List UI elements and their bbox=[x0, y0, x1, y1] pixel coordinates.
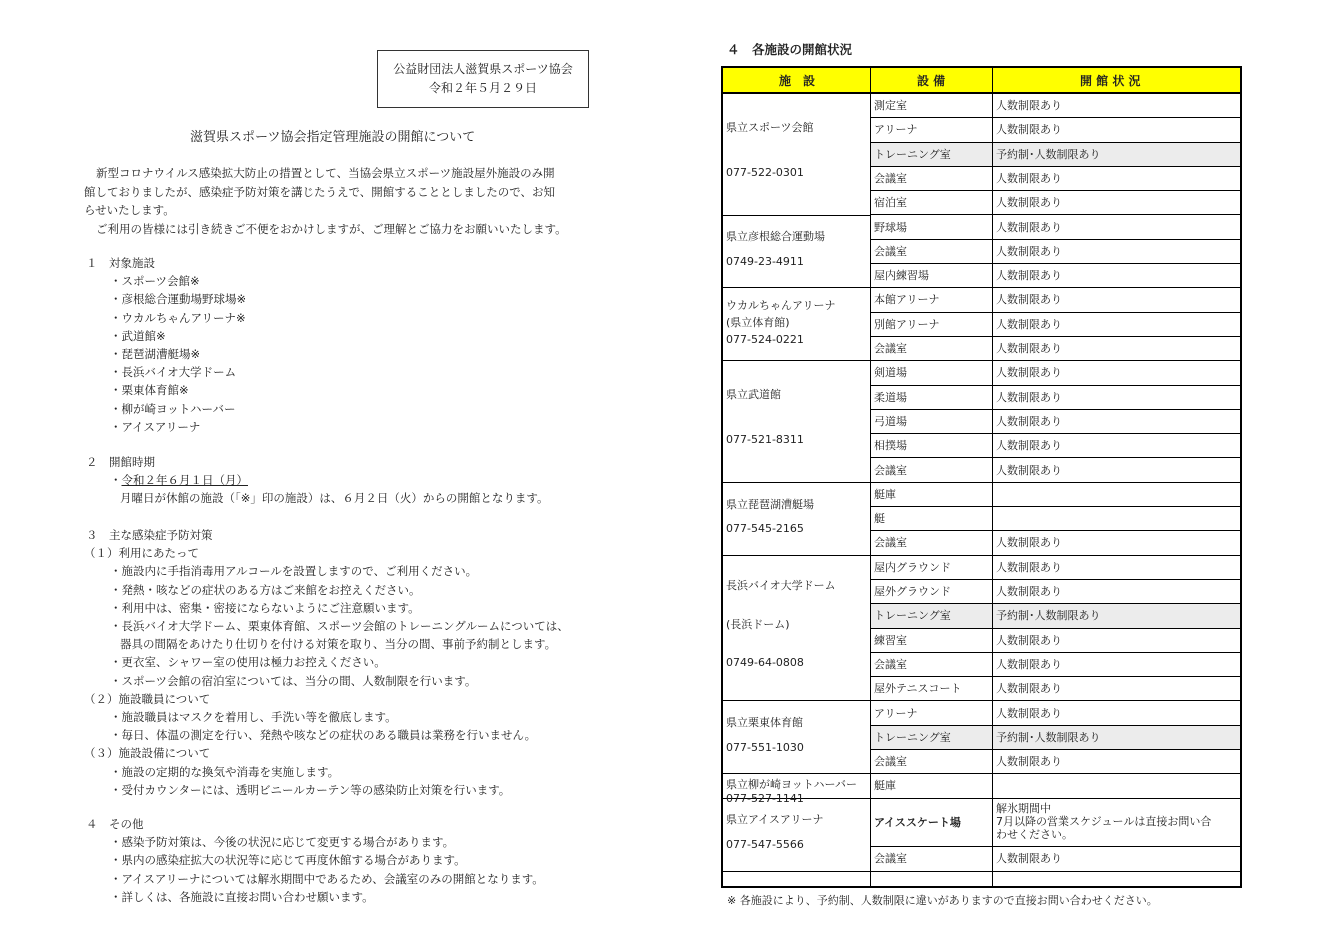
facility-list-item: ・柳が崎ヨットハーバー bbox=[110, 401, 236, 416]
facility-list-item: ・アイスアリーナ bbox=[110, 419, 201, 434]
table-footnote: ※ 各施設により、予約制、人数制限に違いがありますので直接お問い合わせください。 bbox=[727, 894, 1158, 907]
status-cell: 人数制限あり bbox=[993, 167, 1240, 191]
other-item: ・感染予防対策は、今後の状況に応じて変更する場合があります。 bbox=[110, 835, 455, 850]
subsection-heading: （３）施設設備について bbox=[84, 746, 211, 761]
facility-cell bbox=[723, 94, 870, 216]
status-cell bbox=[993, 774, 1240, 798]
status-cell: 人数制限あり bbox=[993, 580, 1240, 604]
equipment-cell: 会議室 bbox=[871, 531, 992, 555]
subsection-heading: （１）利用にあたって bbox=[84, 546, 199, 561]
status-cell: 人数制限あり bbox=[993, 750, 1240, 774]
status-cell: 人数制限あり bbox=[993, 313, 1240, 337]
status-cell bbox=[993, 507, 1240, 531]
equipment-cell: 別館アリーナ bbox=[871, 313, 992, 337]
facility-cell bbox=[723, 216, 870, 289]
status-cell: 人数制限あり bbox=[993, 459, 1240, 483]
section-prevention-measures bbox=[86, 526, 569, 799]
header-equipment: 設 備 bbox=[917, 74, 946, 88]
equipment-cell: アイススケート場 bbox=[871, 799, 992, 848]
facility-name: 県立彦根総合運動場 bbox=[726, 230, 825, 244]
header-divider bbox=[870, 68, 871, 92]
facility-detail: 077-551-1030 bbox=[726, 740, 804, 754]
equipment-cell: 屋外テニスコート bbox=[871, 677, 992, 701]
opening-note: 月曜日が休館の施設（「※」印の施設）は、６月２日（火）からの開館となります。 bbox=[120, 491, 549, 506]
equipment-cell: 屋内練習場 bbox=[871, 264, 992, 288]
section-opening-date: ２ 開館時期 ・令和２年６月１日（月） 月曜日が休館の施設（「※」印の施設）は、６月２日（火）からの開館となります。 bbox=[86, 453, 548, 508]
equipment-cell: 測定室 bbox=[871, 94, 992, 118]
equipment-cell: 会議室 bbox=[871, 653, 992, 677]
facility-name: 県立栗東体育館 bbox=[726, 716, 803, 730]
section-heading: ４ その他 bbox=[86, 817, 144, 831]
status-cell: 人数制限あり bbox=[993, 653, 1240, 677]
equipment-cell: 会議室 bbox=[871, 459, 992, 483]
equipment-cell: 相撲場 bbox=[871, 434, 992, 458]
opening-date: 令和２年６月１日（月） bbox=[121, 473, 248, 488]
facility-detail: (長浜ドーム) bbox=[726, 617, 790, 631]
measure-item: ・施設職員はマスクを着用し、手洗い等を徹底します。 bbox=[110, 710, 397, 725]
status-cell: 人数制限あり bbox=[993, 629, 1240, 653]
equipment-cell: 艇 bbox=[871, 507, 992, 531]
intro-line: 館しておりましたが、感染症予防対策を講じたうえで、開館することとしましたので、お知 bbox=[84, 184, 556, 199]
equipment-cell: アリーナ bbox=[871, 702, 992, 726]
equipment-cell: 会議室 bbox=[871, 750, 992, 774]
facility-cell bbox=[723, 774, 870, 806]
facility-status-table bbox=[721, 66, 1242, 888]
equipment-cell: 本館アリーナ bbox=[871, 288, 992, 312]
status-cell: 人数制限あり bbox=[993, 847, 1240, 871]
section-heading: １ 対象施設 bbox=[86, 256, 155, 270]
equipment-cell: 屋外グラウンド bbox=[871, 580, 992, 604]
table-title: ４ 各施設の開館状況 bbox=[727, 42, 853, 57]
facility-cell bbox=[723, 288, 870, 361]
measure-item: 器具の間隔をあけたり仕切りを付ける対策を取り、当分の間、事前予約制とします。 bbox=[120, 637, 557, 652]
status-cell: 人数制限あり bbox=[993, 191, 1240, 215]
measure-item: ・更衣室、シャワー室の使用は極力お控えください。 bbox=[110, 655, 386, 670]
facility-detail: 077-547-5566 bbox=[726, 837, 804, 851]
intro-line: 新型コロナウイルス感染拡大防止の措置として、当協会県立スポーツ施設屋外施設のみ開 bbox=[96, 166, 555, 180]
measure-item: ・長浜バイオ大学ドーム、栗東体育館、スポーツ会館のトレーニングルームについては、 bbox=[110, 619, 569, 634]
facility-name: 長浜バイオ大学ドーム bbox=[726, 578, 836, 592]
issue-date: 令和２年５月２９日 bbox=[428, 81, 537, 95]
status-cell: 人数制限あり bbox=[993, 240, 1240, 264]
status-cell: 予約制･人数制限あり bbox=[993, 143, 1240, 167]
facility-detail: 077-527-1141 bbox=[726, 792, 804, 806]
status-cell: 予約制･人数制限あり bbox=[993, 604, 1240, 628]
facility-name: 県立スポーツ会館 bbox=[726, 120, 814, 134]
equipment-cell: 柔道場 bbox=[871, 386, 992, 410]
measure-item: ・利用中は、密集・密接にならないようにご注意願います。 bbox=[110, 600, 420, 615]
equipment-cell: 会議室 bbox=[871, 167, 992, 191]
measure-item: ・施設内に手指消毒用アルコールを設置しますので、ご利用ください。 bbox=[110, 564, 478, 579]
facility-list-item: ・スポーツ会館※ bbox=[110, 274, 200, 289]
facility-detail: 077-522-0301 bbox=[726, 165, 804, 179]
status-cell: 人数制限あり bbox=[993, 216, 1240, 240]
status-cell: 人数制限あり bbox=[993, 337, 1240, 361]
facility-cell bbox=[723, 702, 870, 775]
other-item: ・アイスアリーナについては解氷期間中であるため、会議室のみの開館となります。 bbox=[110, 871, 544, 886]
equipment-cell: トレーニング室 bbox=[871, 604, 992, 628]
other-item: ・詳しくは、各施設に直接お問い合わせ願います。 bbox=[110, 889, 374, 904]
facility-detail: 0749-64-0808 bbox=[726, 656, 804, 670]
section-heading: ２ 開館時期 bbox=[86, 455, 155, 469]
status-cell: 人数制限あり bbox=[993, 118, 1240, 142]
facility-cell bbox=[723, 799, 870, 872]
status-column bbox=[993, 68, 1240, 886]
document-title: 滋賀県スポーツ協会指定管理施設の開館について bbox=[190, 130, 476, 145]
measure-item: ・スポーツ会館の宿泊室については、当分の間、人数制限を行います。 bbox=[110, 673, 477, 688]
facility-cell bbox=[723, 556, 870, 702]
issuer-stamp-box bbox=[377, 50, 589, 108]
facility-list-item: ・栗東体育館※ bbox=[110, 383, 189, 398]
status-cell: 人数制限あり bbox=[993, 361, 1240, 385]
equipment-cell: 野球場 bbox=[871, 216, 992, 240]
header-status: 開 館 状 況 bbox=[1080, 74, 1141, 88]
equipment-cell: アリーナ bbox=[871, 118, 992, 142]
facility-detail: (県立体育館) bbox=[726, 316, 790, 330]
header-divider bbox=[992, 68, 993, 92]
facility-name: 県立武道館 bbox=[726, 388, 781, 402]
facility-detail: 077-545-2165 bbox=[726, 522, 804, 536]
status-cell: 人数制限あり bbox=[993, 410, 1240, 434]
equipment-cell: 会議室 bbox=[871, 337, 992, 361]
facility-detail: 077-521-8311 bbox=[726, 432, 804, 446]
measure-item: ・施設の定期的な換気や消毒を実施します。 bbox=[110, 764, 340, 779]
status-cell: 人数制限あり bbox=[993, 288, 1240, 312]
intro-line: らせいたします。 bbox=[84, 203, 175, 217]
measure-item: ・発熱・咳などの症状のある方はご来館をお控えください。 bbox=[110, 582, 421, 597]
facility-name: 県立琵琶湖漕艇場 bbox=[726, 497, 814, 511]
table-header-row bbox=[723, 68, 1240, 94]
status-cell: 予約制･人数制限あり bbox=[993, 726, 1240, 750]
status-cell: 人数制限あり bbox=[993, 677, 1240, 701]
equipment-cell: 会議室 bbox=[871, 847, 992, 871]
equipment-column bbox=[871, 68, 993, 886]
status-cell: 解氷期間中 7月以降の営業スケジュールは直接お問い合 わせください。 bbox=[993, 799, 1240, 848]
equipment-cell: 宿泊室 bbox=[871, 191, 992, 215]
equipment-cell: 練習室 bbox=[871, 629, 992, 653]
equipment-cell: 剣道場 bbox=[871, 361, 992, 385]
equipment-cell: トレーニング室 bbox=[871, 726, 992, 750]
equipment-cell: 屋内グラウンド bbox=[871, 556, 992, 580]
equipment-cell: 会議室 bbox=[871, 240, 992, 264]
header-facility: 施 設 bbox=[779, 74, 816, 88]
status-cell: 人数制限あり bbox=[993, 702, 1240, 726]
facility-name: ウカルちゃんアリーナ bbox=[726, 298, 836, 312]
facility-list-item: ・ウカルちゃんアリーナ※ bbox=[110, 310, 246, 325]
facility-list-item: ・武道館※ bbox=[110, 328, 166, 343]
facility-list-item: ・彦根総合運動場野球場※ bbox=[110, 292, 247, 307]
facility-name: 県立アイスアリーナ bbox=[726, 813, 824, 827]
measure-item: ・受付カウンターには、透明ビニールカーテン等の感染防止対策を行います。 bbox=[110, 782, 511, 797]
section-target-facilities bbox=[86, 254, 246, 436]
status-cell: 人数制限あり bbox=[993, 94, 1240, 118]
facility-name: 県立柳が崎ヨットハーバー bbox=[726, 778, 858, 792]
intro-paragraph bbox=[84, 164, 604, 238]
subsection-heading: （２）施設職員について bbox=[84, 691, 211, 706]
facility-detail: 0749-23-4911 bbox=[726, 254, 804, 268]
status-cell: 人数制限あり bbox=[993, 531, 1240, 555]
status-cell bbox=[993, 483, 1240, 507]
section-other bbox=[86, 815, 544, 906]
facility-column bbox=[723, 68, 871, 886]
status-cell: 人数制限あり bbox=[993, 556, 1240, 580]
facility-list-item: ・長浜バイオ大学ドーム bbox=[110, 365, 237, 380]
facility-list-item: ・琵琶湖漕艇場※ bbox=[110, 347, 201, 362]
facility-detail: 077-524-0221 bbox=[726, 333, 804, 347]
intro-line: ご利用の皆様には引き続きご不便をおかけしますが、ご理解とご協力をお願いいたします。 bbox=[96, 221, 567, 236]
status-cell: 人数制限あり bbox=[993, 264, 1240, 288]
facility-cell bbox=[723, 483, 870, 556]
status-cell: 人数制限あり bbox=[993, 386, 1240, 410]
issuer-org: 公益財団法人滋賀県スポーツ協会 bbox=[393, 62, 573, 76]
other-item: ・県内の感染症拡大の状況等に応じて再度休館する場合があります。 bbox=[110, 853, 466, 868]
equipment-cell: トレーニング室 bbox=[871, 143, 992, 167]
measure-item: ・毎日、体温の測定を行い、発熱や咳などの症状のある職員は業務を行いません。 bbox=[110, 728, 537, 743]
facility-cell bbox=[723, 361, 870, 483]
equipment-cell: 弓道場 bbox=[871, 410, 992, 434]
equipment-cell: 艇庫 bbox=[871, 483, 992, 507]
section-heading: ３ 主な感染症予防対策 bbox=[86, 528, 213, 542]
status-cell: 人数制限あり bbox=[993, 434, 1240, 458]
equipment-cell: 艇庫 bbox=[871, 774, 992, 798]
